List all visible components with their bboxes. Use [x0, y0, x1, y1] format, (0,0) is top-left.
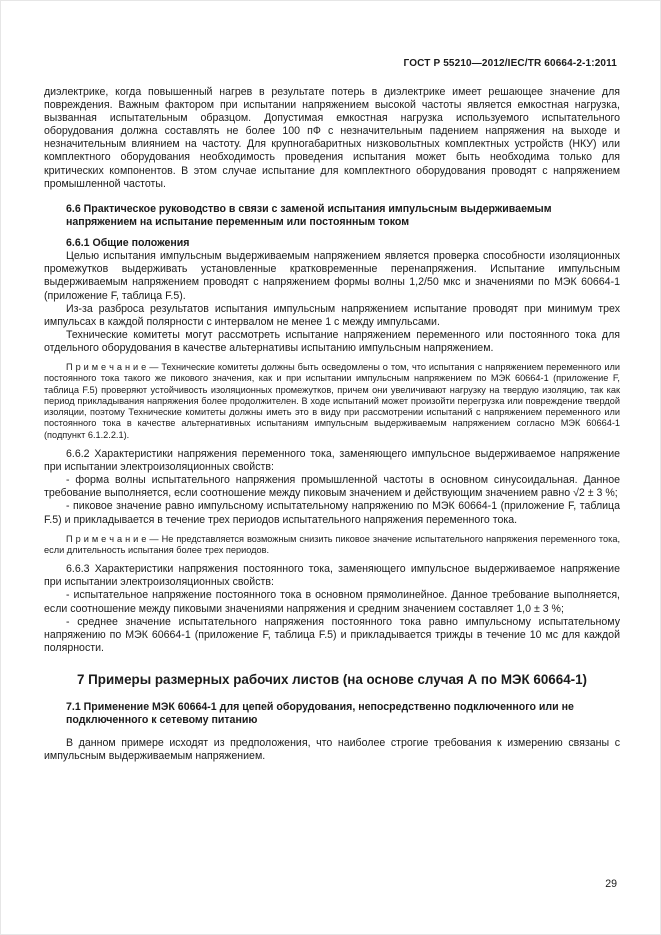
list-item-dc-mean-value: - среднее значение испытательного напряжения постоянного тока равно импульсному испытательному напряжению по МЭК 60664-1 (приложение F, таблица F.5) и прикладывается трижды в течение 10 мс для каждой полярности. — [44, 615, 620, 654]
document-body — [44, 86, 620, 763]
heading-7-1: 7.1 Применение МЭК 60664-1 для цепей оборудования, непосредственно подключенного или не подключенного к сетевому питанию — [66, 700, 574, 727]
paragraph-6-6-3-dc-characteristics: 6.6.3 Характеристики напряжения постоянного тока, заменяющего импульсное выдерживаемое напряжение при испытании электроизоляционных свойств: — [44, 563, 620, 589]
running-header — [44, 58, 617, 69]
page-footer — [605, 878, 617, 890]
paragraph-6-6-2-ac-characteristics: 6.6.2 Характеристики напряжения переменного тока, заменяющего импульсное выдерживаемое напряжение при испытании электроизоляционных свойств: — [44, 448, 620, 474]
heading-6-6-1: 6.6.1 Общие положения — [66, 236, 190, 249]
paragraph-impulse-purpose: Целью испытания импульсным выдерживаемым напряжением является проверка способности изоляционных промежутков выдерживать установленные кратковременные перенапряжения. Испытание импульсным выдерживаемым напряжением проводят с напряжением формы волны 1,2/50 мкс и значениями по МЭК 60664-1 (приложение F, таблица F.5). — [44, 250, 620, 302]
heading-6-6: 6.6 Практическое руководство в связи с заменой испытания импульсным выдерживаемым напряжением на испытание переменным или постоянным током — [66, 202, 552, 229]
paragraph-example-assumption: В данном примере исходят из предположения, что наиболее строгие требования к измерению связаны с импульсным выдерживаемым напряжением. — [44, 736, 620, 762]
list-item-ac-peak-value: - пиковое значение равно импульсному испытательному напряжению по МЭК 60664-1 (приложение F, таблица F.5) и прикладывается в течение трех периодов испытательного напряжения переменного тока. — [44, 500, 620, 526]
paragraph-result-scatter: Из-за разброса результатов испытания импульсным напряжением испытание проводят при минимум трех импульсах в каждой полярности с интервалом не менее 1 с между импульсами. — [44, 302, 620, 328]
list-item-dc-linearity: - испытательное напряжение постоянного тока в основном прямолинейное. Данное требование выполняется, если соотношение между пиковыми значениями напряжения и средним значением составляет 1,0 ± 3 %; — [44, 589, 620, 615]
paragraph-dielectric-continuation: диэлектрике, когда повышенный нагрев в результате потерь в диэлектрике имеет решающее значение для повреждения. Важным фактором при испытании напряжением высокой частоты является емкостная нагрузка, вызванная испытательным образцом. Допустимая емкостная нагрузка используемого испытательного оборудования должна составлять не более 100 пФ с незначительным падением напряжения на выходе и незначительным влиянием на частоту. Для крупногабаритных низковольтных комплектных устройств (НКУ) или комплектного оборудования необходимость проведения испытания может быть необходима только для критических компонентов. В этом случае испытание для комплектного оборудования проводят с напряжением промышленной частоты. — [44, 86, 620, 190]
note-peak-value-reduction: П р и м е ч а н и е — Не представляется возможным снизить пиковое значение испытательного напряжения переменного тока, если длительность испытания более трех периодов. — [44, 533, 620, 555]
standard-designation: ГОСТ Р 55210—2012/IEC/TR 60664-2-1:2011 — [403, 58, 617, 69]
note-committees-awareness: П р и м е ч а н и е — Технические комитеты должны быть осведомлены о том, что испытания с напряжением переменного или постоянного тока такого же пикового значения, как и при испытании импульсным напряжением по МЭК 60664-1 (приложение F, таблица F.5) проверяют устойчивость изоляционных промежутков, причем они увеличивают нагрузку на твердую изоляцию, так как период прикладывания напряжения более продолжителен. В ходе испытаний может произойти перегрузка или повреждение твердой изоляции, поэтому Технические комитеты должны иметь это в виду при рассмотрении испытаний с напряжением переменного или постоянного тока в качестве альтернативных испытаниям импульсным выдерживаемым напряжением согласно МЭК 60664-1 (подпункт 6.1.2.2.1). — [44, 362, 620, 440]
list-item-ac-waveform: - форма волны испытательного напряжения промышленной частоты в основном синусоидальная. Данное требование выполняется, если соотношение между пиковым значением и действующим значением равно √2 ± 3 %; — [44, 474, 620, 500]
heading-7: 7 Примеры размерных рабочих листов (на основе случая А по МЭК 60664-1) — [76, 671, 588, 687]
page-number: 29 — [605, 878, 617, 890]
paragraph-technical-committees: Технические комитеты могут рассмотреть испытание напряжением переменного или постоянного тока для отдельного оборудования в качестве альтернативы испытанию импульсным напряжением. — [44, 328, 620, 354]
